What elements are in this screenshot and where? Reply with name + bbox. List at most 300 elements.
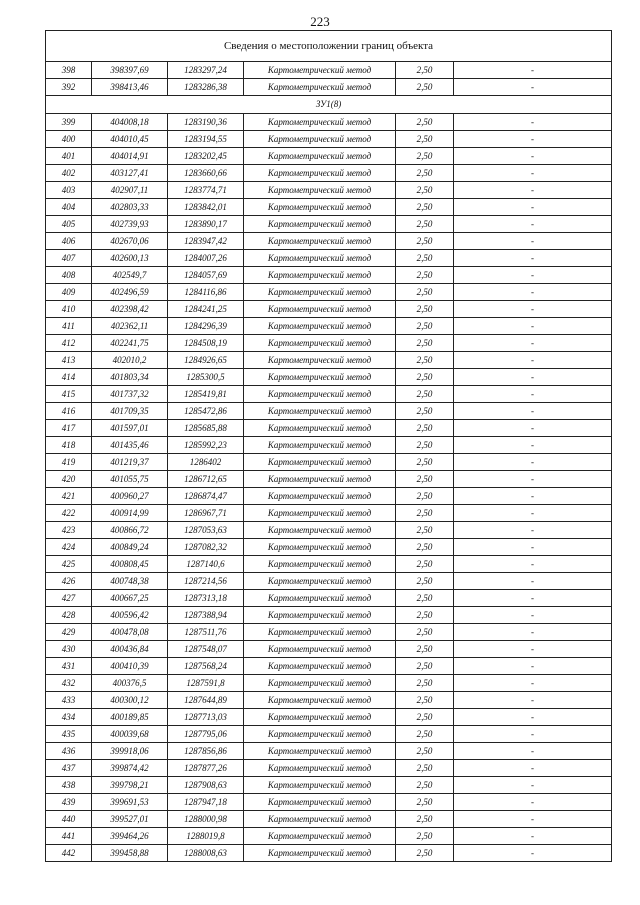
table-row xyxy=(46,199,612,216)
cell-point-number: 420 xyxy=(46,471,92,488)
cell-method: Картометрический метод xyxy=(244,301,396,318)
cell-method: Картометрический метод xyxy=(244,369,396,386)
cell-coord-x: 400914,99 xyxy=(92,505,168,522)
cell-description: - xyxy=(454,777,612,794)
cell-point-number: 405 xyxy=(46,216,92,233)
cell-description: - xyxy=(454,505,612,522)
cell-coord-x: 400866,72 xyxy=(92,522,168,539)
cell-method: Картометрический метод xyxy=(244,692,396,709)
cell-coord-x: 404014,91 xyxy=(92,148,168,165)
cell-point-number: 442 xyxy=(46,845,92,862)
cell-accuracy: 2,50 xyxy=(396,845,454,862)
cell-coord-x: 402907,11 xyxy=(92,182,168,199)
cell-point-number: 406 xyxy=(46,233,92,250)
boundary-table xyxy=(45,30,612,862)
cell-coord-y: 1287313,18 xyxy=(168,590,244,607)
cell-description: - xyxy=(454,624,612,641)
table-row xyxy=(46,301,612,318)
cell-coord-y: 1287388,94 xyxy=(168,607,244,624)
cell-point-number: 435 xyxy=(46,726,92,743)
cell-coord-y: 1283774,71 xyxy=(168,182,244,199)
cell-description: - xyxy=(454,318,612,335)
cell-method: Картометрический метод xyxy=(244,148,396,165)
cell-method: Картометрический метод xyxy=(244,556,396,573)
cell-point-number: 432 xyxy=(46,675,92,692)
table-title-row xyxy=(46,31,612,62)
cell-method: Картометрический метод xyxy=(244,624,396,641)
cell-point-number: 434 xyxy=(46,709,92,726)
cell-coord-x: 399874,42 xyxy=(92,760,168,777)
cell-coord-y: 1285472,86 xyxy=(168,403,244,420)
cell-coord-x: 400748,38 xyxy=(92,573,168,590)
cell-coord-x: 401597,01 xyxy=(92,420,168,437)
cell-point-number: 416 xyxy=(46,403,92,420)
cell-coord-x: 400596,42 xyxy=(92,607,168,624)
cell-description: - xyxy=(454,488,612,505)
cell-method: Картометрический метод xyxy=(244,590,396,607)
cell-accuracy: 2,50 xyxy=(396,403,454,420)
cell-coord-x: 399527,01 xyxy=(92,811,168,828)
table-row xyxy=(46,590,612,607)
cell-coord-x: 400478,08 xyxy=(92,624,168,641)
cell-coord-y: 1286402 xyxy=(168,454,244,471)
cell-accuracy: 2,50 xyxy=(396,131,454,148)
cell-coord-y: 1287877,26 xyxy=(168,760,244,777)
cell-method: Картометрический метод xyxy=(244,62,396,79)
table-row xyxy=(46,607,612,624)
cell-coord-y: 1283890,17 xyxy=(168,216,244,233)
cell-method: Картометрический метод xyxy=(244,641,396,658)
cell-point-number: 421 xyxy=(46,488,92,505)
cell-coord-x: 402241,75 xyxy=(92,335,168,352)
cell-point-number: 417 xyxy=(46,420,92,437)
cell-coord-y: 1283194,55 xyxy=(168,131,244,148)
cell-method: Картометрический метод xyxy=(244,437,396,454)
table-row xyxy=(46,250,612,267)
cell-accuracy: 2,50 xyxy=(396,573,454,590)
cell-coord-x: 400300,12 xyxy=(92,692,168,709)
cell-description: - xyxy=(454,420,612,437)
table-row xyxy=(46,79,612,96)
cell-coord-y: 1287053,63 xyxy=(168,522,244,539)
cell-description: - xyxy=(454,267,612,284)
cell-accuracy: 2,50 xyxy=(396,165,454,182)
cell-method: Картометрический метод xyxy=(244,420,396,437)
cell-method: Картометрический метод xyxy=(244,488,396,505)
cell-point-number: 433 xyxy=(46,692,92,709)
cell-description: - xyxy=(454,165,612,182)
table-row xyxy=(46,488,612,505)
section-label: ЗУ1(8) xyxy=(46,96,612,114)
cell-accuracy: 2,50 xyxy=(396,79,454,96)
cell-method: Картометрический метод xyxy=(244,114,396,131)
cell-description: - xyxy=(454,352,612,369)
cell-description: - xyxy=(454,590,612,607)
cell-coord-x: 402739,93 xyxy=(92,216,168,233)
cell-coord-y: 1284007,26 xyxy=(168,250,244,267)
cell-coord-y: 1288019,8 xyxy=(168,828,244,845)
cell-point-number: 410 xyxy=(46,301,92,318)
table-row xyxy=(46,658,612,675)
cell-accuracy: 2,50 xyxy=(396,437,454,454)
table-row xyxy=(46,318,612,335)
table-row xyxy=(46,811,612,828)
cell-coord-y: 1284926,65 xyxy=(168,352,244,369)
table-row xyxy=(46,556,612,573)
table-row xyxy=(46,352,612,369)
cell-coord-x: 399464,26 xyxy=(92,828,168,845)
table-body xyxy=(46,31,612,862)
cell-accuracy: 2,50 xyxy=(396,658,454,675)
cell-accuracy: 2,50 xyxy=(396,624,454,641)
cell-point-number: 411 xyxy=(46,318,92,335)
cell-point-number: 418 xyxy=(46,437,92,454)
table-row xyxy=(46,794,612,811)
cell-point-number: 419 xyxy=(46,454,92,471)
cell-coord-x: 401219,37 xyxy=(92,454,168,471)
table-row xyxy=(46,420,612,437)
cell-point-number: 423 xyxy=(46,522,92,539)
cell-description: - xyxy=(454,233,612,250)
cell-accuracy: 2,50 xyxy=(396,556,454,573)
cell-coord-x: 404008,18 xyxy=(92,114,168,131)
cell-coord-y: 1283286,38 xyxy=(168,79,244,96)
cell-accuracy: 2,50 xyxy=(396,301,454,318)
cell-point-number: 414 xyxy=(46,369,92,386)
cell-point-number: 424 xyxy=(46,539,92,556)
cell-description: - xyxy=(454,250,612,267)
cell-description: - xyxy=(454,301,612,318)
cell-method: Картометрический метод xyxy=(244,675,396,692)
cell-coord-x: 401737,32 xyxy=(92,386,168,403)
table-row xyxy=(46,148,612,165)
cell-description: - xyxy=(454,743,612,760)
table-row xyxy=(46,233,612,250)
cell-accuracy: 2,50 xyxy=(396,352,454,369)
cell-coord-y: 1283190,36 xyxy=(168,114,244,131)
cell-method: Картометрический метод xyxy=(244,777,396,794)
cell-point-number: 431 xyxy=(46,658,92,675)
cell-coord-y: 1287713,03 xyxy=(168,709,244,726)
cell-coord-y: 1284508,19 xyxy=(168,335,244,352)
cell-coord-y: 1288008,63 xyxy=(168,845,244,862)
cell-coord-x: 400960,27 xyxy=(92,488,168,505)
cell-coord-y: 1286967,71 xyxy=(168,505,244,522)
cell-coord-x: 402010,2 xyxy=(92,352,168,369)
cell-accuracy: 2,50 xyxy=(396,488,454,505)
cell-accuracy: 2,50 xyxy=(396,777,454,794)
cell-method: Картометрический метод xyxy=(244,573,396,590)
cell-coord-y: 1287856,86 xyxy=(168,743,244,760)
cell-coord-y: 1287548,07 xyxy=(168,641,244,658)
cell-point-number: 402 xyxy=(46,165,92,182)
cell-accuracy: 2,50 xyxy=(396,182,454,199)
cell-method: Картометрический метод xyxy=(244,845,396,862)
cell-method: Картометрический метод xyxy=(244,522,396,539)
cell-accuracy: 2,50 xyxy=(396,114,454,131)
cell-point-number: 400 xyxy=(46,131,92,148)
cell-accuracy: 2,50 xyxy=(396,743,454,760)
cell-coord-y: 1287947,18 xyxy=(168,794,244,811)
cell-accuracy: 2,50 xyxy=(396,454,454,471)
cell-method: Картометрический метод xyxy=(244,352,396,369)
cell-point-number: 415 xyxy=(46,386,92,403)
table-row xyxy=(46,692,612,709)
cell-coord-y: 1287591,8 xyxy=(168,675,244,692)
cell-point-number: 408 xyxy=(46,267,92,284)
cell-description: - xyxy=(454,709,612,726)
table-row xyxy=(46,131,612,148)
section-row xyxy=(46,96,612,114)
cell-coord-y: 1287082,32 xyxy=(168,539,244,556)
table-row xyxy=(46,828,612,845)
cell-description: - xyxy=(454,148,612,165)
cell-coord-y: 1283202,45 xyxy=(168,148,244,165)
cell-description: - xyxy=(454,403,612,420)
cell-description: - xyxy=(454,471,612,488)
table-row xyxy=(46,471,612,488)
cell-coord-y: 1283660,66 xyxy=(168,165,244,182)
table-row xyxy=(46,641,612,658)
cell-coord-x: 400436,84 xyxy=(92,641,168,658)
table-row xyxy=(46,182,612,199)
cell-method: Картометрический метод xyxy=(244,318,396,335)
cell-coord-y: 1285300,5 xyxy=(168,369,244,386)
cell-method: Картометрический метод xyxy=(244,165,396,182)
cell-coord-x: 402496,59 xyxy=(92,284,168,301)
cell-coord-y: 1287511,76 xyxy=(168,624,244,641)
cell-description: - xyxy=(454,641,612,658)
cell-coord-x: 402398,42 xyxy=(92,301,168,318)
cell-coord-y: 1287908,63 xyxy=(168,777,244,794)
cell-accuracy: 2,50 xyxy=(396,250,454,267)
cell-description: - xyxy=(454,335,612,352)
table-row xyxy=(46,777,612,794)
cell-description: - xyxy=(454,386,612,403)
cell-coord-x: 403127,41 xyxy=(92,165,168,182)
cell-coord-y: 1288000,98 xyxy=(168,811,244,828)
cell-method: Картометрический метод xyxy=(244,811,396,828)
table-row xyxy=(46,454,612,471)
table-row xyxy=(46,437,612,454)
cell-coord-y: 1287795,06 xyxy=(168,726,244,743)
cell-point-number: 437 xyxy=(46,760,92,777)
cell-point-number: 401 xyxy=(46,148,92,165)
cell-coord-x: 400667,25 xyxy=(92,590,168,607)
table-row xyxy=(46,522,612,539)
cell-coord-y: 1286712,65 xyxy=(168,471,244,488)
cell-coord-y: 1284116,86 xyxy=(168,284,244,301)
cell-point-number: 429 xyxy=(46,624,92,641)
cell-coord-x: 401803,34 xyxy=(92,369,168,386)
cell-point-number: 409 xyxy=(46,284,92,301)
table-row xyxy=(46,216,612,233)
table-row xyxy=(46,505,612,522)
cell-coord-x: 402549,7 xyxy=(92,267,168,284)
cell-coord-x: 404010,45 xyxy=(92,131,168,148)
cell-coord-y: 1285419,81 xyxy=(168,386,244,403)
cell-coord-x: 400849,24 xyxy=(92,539,168,556)
cell-point-number: 425 xyxy=(46,556,92,573)
cell-accuracy: 2,50 xyxy=(396,760,454,777)
cell-coord-y: 1284296,39 xyxy=(168,318,244,335)
cell-point-number: 426 xyxy=(46,573,92,590)
cell-description: - xyxy=(454,845,612,862)
cell-description: - xyxy=(454,216,612,233)
cell-accuracy: 2,50 xyxy=(396,709,454,726)
cell-accuracy: 2,50 xyxy=(396,335,454,352)
cell-coord-y: 1287644,89 xyxy=(168,692,244,709)
cell-accuracy: 2,50 xyxy=(396,284,454,301)
table-row xyxy=(46,267,612,284)
cell-accuracy: 2,50 xyxy=(396,590,454,607)
cell-description: - xyxy=(454,522,612,539)
cell-coord-x: 401435,46 xyxy=(92,437,168,454)
cell-coord-y: 1285685,88 xyxy=(168,420,244,437)
cell-method: Картометрический метод xyxy=(244,709,396,726)
cell-method: Картометрический метод xyxy=(244,658,396,675)
cell-method: Картометрический метод xyxy=(244,403,396,420)
cell-coord-y: 1286874,47 xyxy=(168,488,244,505)
cell-description: - xyxy=(454,573,612,590)
cell-coord-x: 399918,06 xyxy=(92,743,168,760)
cell-method: Картометрический метод xyxy=(244,335,396,352)
cell-accuracy: 2,50 xyxy=(396,216,454,233)
cell-accuracy: 2,50 xyxy=(396,607,454,624)
cell-coord-x: 402670,06 xyxy=(92,233,168,250)
cell-description: - xyxy=(454,62,612,79)
cell-coord-x: 402600,13 xyxy=(92,250,168,267)
cell-point-number: 440 xyxy=(46,811,92,828)
cell-description: - xyxy=(454,675,612,692)
cell-accuracy: 2,50 xyxy=(396,62,454,79)
cell-method: Картометрический метод xyxy=(244,216,396,233)
table-row xyxy=(46,675,612,692)
cell-method: Картометрический метод xyxy=(244,284,396,301)
table-title: Сведения о местоположении границ объекта xyxy=(46,31,612,62)
cell-accuracy: 2,50 xyxy=(396,148,454,165)
cell-accuracy: 2,50 xyxy=(396,675,454,692)
table-row xyxy=(46,709,612,726)
cell-coord-y: 1283842,01 xyxy=(168,199,244,216)
cell-description: - xyxy=(454,199,612,216)
cell-accuracy: 2,50 xyxy=(396,267,454,284)
cell-method: Картометрический метод xyxy=(244,79,396,96)
cell-point-number: 399 xyxy=(46,114,92,131)
cell-description: - xyxy=(454,369,612,386)
table-row xyxy=(46,114,612,131)
cell-description: - xyxy=(454,131,612,148)
cell-coord-x: 399798,21 xyxy=(92,777,168,794)
cell-method: Картометрический метод xyxy=(244,454,396,471)
cell-accuracy: 2,50 xyxy=(396,199,454,216)
cell-coord-x: 401709,35 xyxy=(92,403,168,420)
cell-method: Картометрический метод xyxy=(244,199,396,216)
page-number: 223 xyxy=(310,14,330,29)
cell-coord-x: 402362,11 xyxy=(92,318,168,335)
cell-description: - xyxy=(454,556,612,573)
cell-accuracy: 2,50 xyxy=(396,369,454,386)
cell-method: Картометрический метод xyxy=(244,471,396,488)
cell-coord-x: 398413,46 xyxy=(92,79,168,96)
table-row xyxy=(46,369,612,386)
cell-coord-y: 1284241,25 xyxy=(168,301,244,318)
cell-point-number: 430 xyxy=(46,641,92,658)
cell-description: - xyxy=(454,828,612,845)
cell-method: Картометрический метод xyxy=(244,131,396,148)
table-row xyxy=(46,165,612,182)
cell-point-number: 439 xyxy=(46,794,92,811)
table-row xyxy=(46,284,612,301)
cell-accuracy: 2,50 xyxy=(396,539,454,556)
cell-description: - xyxy=(454,114,612,131)
cell-accuracy: 2,50 xyxy=(396,794,454,811)
cell-accuracy: 2,50 xyxy=(396,522,454,539)
table-row xyxy=(46,743,612,760)
cell-point-number: 428 xyxy=(46,607,92,624)
cell-description: - xyxy=(454,539,612,556)
cell-point-number: 407 xyxy=(46,250,92,267)
cell-coord-y: 1283297,24 xyxy=(168,62,244,79)
cell-accuracy: 2,50 xyxy=(396,726,454,743)
table-row xyxy=(46,386,612,403)
cell-method: Картометрический метод xyxy=(244,539,396,556)
cell-method: Картометрический метод xyxy=(244,726,396,743)
cell-coord-x: 400410,39 xyxy=(92,658,168,675)
cell-description: - xyxy=(454,79,612,96)
cell-coord-x: 401055,75 xyxy=(92,471,168,488)
cell-description: - xyxy=(454,692,612,709)
table-row xyxy=(46,573,612,590)
cell-accuracy: 2,50 xyxy=(396,811,454,828)
cell-coord-y: 1284057,69 xyxy=(168,267,244,284)
table-row xyxy=(46,62,612,79)
cell-point-number: 398 xyxy=(46,62,92,79)
cell-description: - xyxy=(454,726,612,743)
cell-coord-x: 399458,88 xyxy=(92,845,168,862)
cell-coord-y: 1287214,56 xyxy=(168,573,244,590)
cell-coord-y: 1283947,42 xyxy=(168,233,244,250)
cell-accuracy: 2,50 xyxy=(396,505,454,522)
cell-accuracy: 2,50 xyxy=(396,420,454,437)
cell-point-number: 441 xyxy=(46,828,92,845)
cell-coord-x: 400039,68 xyxy=(92,726,168,743)
cell-point-number: 392 xyxy=(46,79,92,96)
cell-point-number: 404 xyxy=(46,199,92,216)
cell-method: Картометрический метод xyxy=(244,794,396,811)
table-row xyxy=(46,624,612,641)
table-row xyxy=(46,726,612,743)
cell-method: Картометрический метод xyxy=(244,743,396,760)
cell-coord-x: 399691,53 xyxy=(92,794,168,811)
cell-description: - xyxy=(454,454,612,471)
cell-method: Картометрический метод xyxy=(244,828,396,845)
cell-accuracy: 2,50 xyxy=(396,233,454,250)
cell-point-number: 422 xyxy=(46,505,92,522)
cell-description: - xyxy=(454,284,612,301)
cell-point-number: 438 xyxy=(46,777,92,794)
cell-description: - xyxy=(454,437,612,454)
cell-point-number: 403 xyxy=(46,182,92,199)
cell-method: Картометрический метод xyxy=(244,250,396,267)
table-row xyxy=(46,539,612,556)
table-row xyxy=(46,403,612,420)
cell-description: - xyxy=(454,658,612,675)
cell-description: - xyxy=(454,794,612,811)
cell-coord-x: 400808,45 xyxy=(92,556,168,573)
cell-method: Картометрический метод xyxy=(244,267,396,284)
table-row xyxy=(46,845,612,862)
